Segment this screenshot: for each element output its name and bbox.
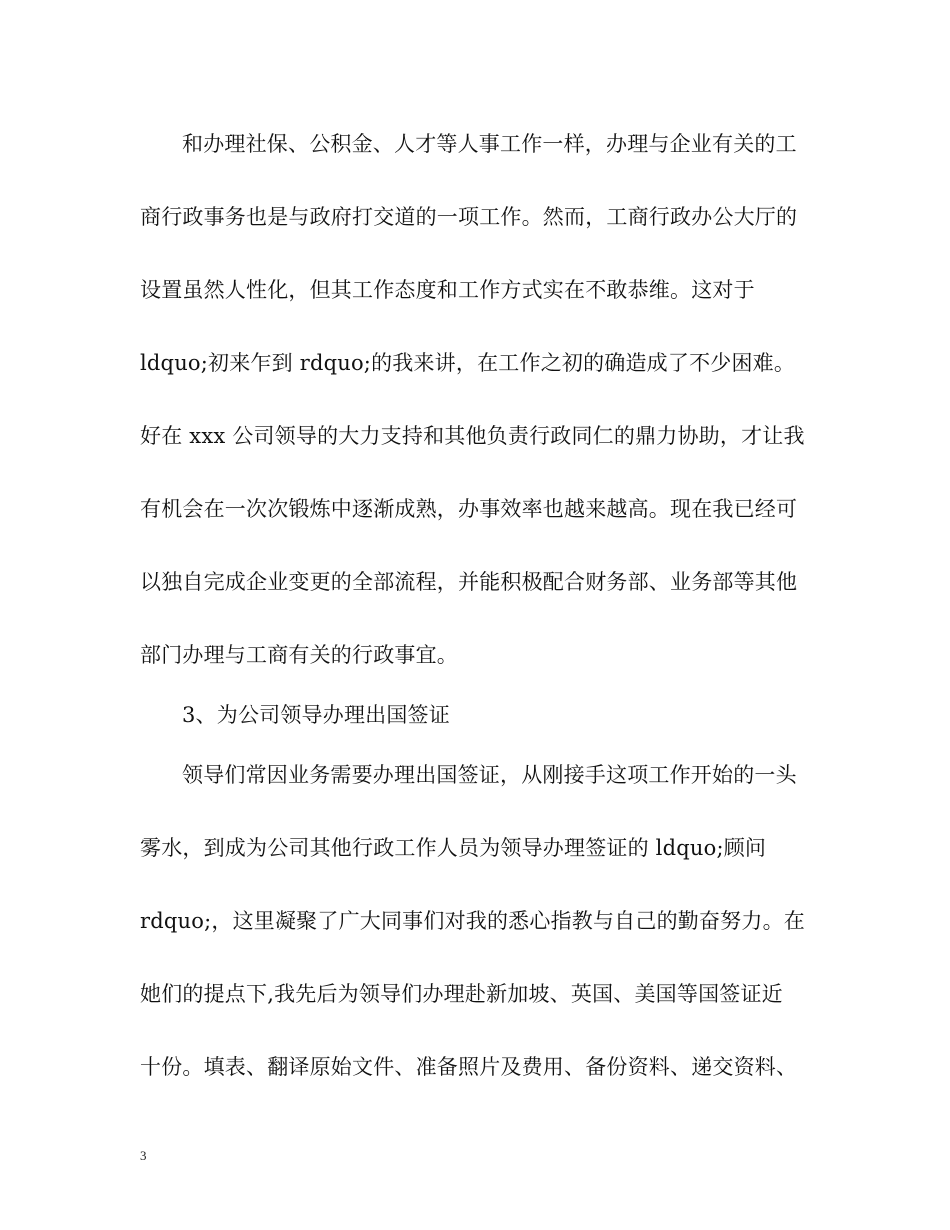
paragraph-1-line-3: 设置虽然人性化，但其工作态度和工作方式实在不敢恭维。这对于 — [140, 278, 755, 302]
paragraph-1-line-8: 部门办理与工商有关的行政事宜。 — [140, 643, 458, 667]
section-heading: 3、为公司领导办理出国签证 — [182, 703, 450, 727]
paragraph-1-line-5: 好在 xxx 公司领导的大力支持和其他负责行政同仁的鼎力协助，才让我 — [140, 424, 805, 448]
paragraph-1-line-2: 商行政事务也是与政府打交道的一项工作。然而，工商行政办公大厅的 — [140, 205, 798, 229]
paragraph-1-line-1: 和办理社保、公积金、人才等人事工作一样，办理与企业有关的工 — [182, 132, 797, 156]
paragraph-2-line-3: rdquo;，这里凝聚了广大同事们对我的悉心指教与自己的勤奋努力。在 — [140, 909, 805, 933]
paragraph-1-line-4: ldquo;初来乍到 rdquo;的我来讲，在工作之初的确造成了不少困难。 — [140, 351, 796, 375]
paragraph-2-line-1: 领导们常因业务需要办理出国签证，从刚接手这项工作开始的一头 — [182, 763, 797, 787]
paragraph-2-line-5: 十份。填表、翻译原始文件、准备照片及费用、备份资料、递交资料、 — [140, 1055, 798, 1079]
page-number: 3 — [140, 1148, 147, 1163]
paragraph-1-line-7: 以独自完成企业变更的全部流程，并能积极配合财务部、业务部等其他 — [140, 570, 798, 594]
paragraph-2-line-4: 她们的提点下,我先后为领导们办理赴新加坡、英国、美国等国签证近 — [140, 982, 783, 1006]
paragraph-1-line-6: 有机会在一次次锻炼中逐渐成熟，办事效率也越来越高。现在我已经可 — [140, 497, 798, 521]
paragraph-2-line-2: 雾水，到成为公司其他行政工作人员为领导办理签证的 ldquo;顾问 — [140, 836, 767, 860]
